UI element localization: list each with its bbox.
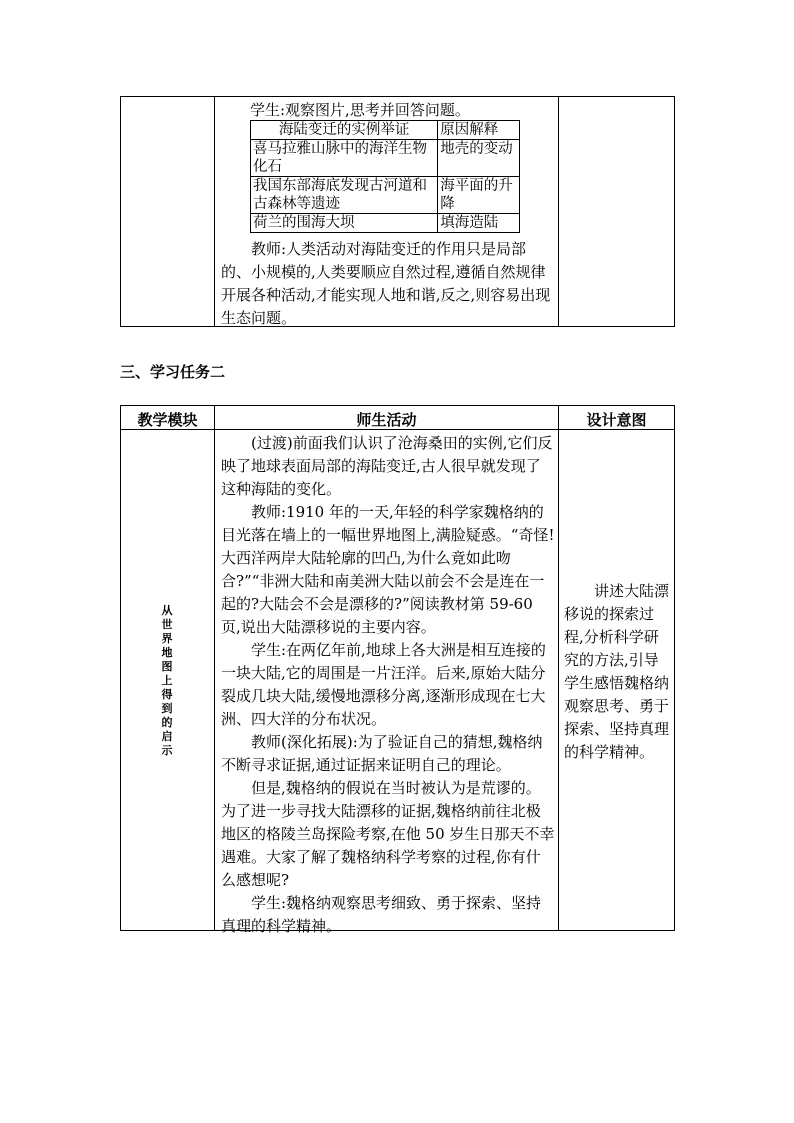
activity-paragraph: 教师(深化拓展):为了验证自己的猜想,魏格纳不断寻求证据,通过证据来证明自己的理论。: [221, 733, 543, 774]
header-module: 教学模块: [137, 411, 198, 429]
teacher-note: 教师:人类活动对海陆变迁的作用只是局部的、小规模的,人类要顺应自然过程,遵循自然规律开展各种活动,才能实现人地和谐,反之,则容易出现生态问题。: [221, 240, 551, 327]
example-cell: 荷兰的围海大坝: [251, 214, 438, 233]
reason-cell: 填海造陆: [438, 214, 520, 233]
activity-paragraph: 教师:1910 年的一天,年轻的科学家魏格纳的目光落在墙上的一幅世界地图上,满脸疑惑。“奇怪!大西洋两岸大陆轮廓的凹凸,为什么竟如此吻合?”“非洲大陆和南美洲大陆以前会不会是连在一起的?大陆会不会是漂移的?”阅读教材第 59-60 页,说出大陆漂移说的主要内容。: [221, 503, 555, 636]
table-row: [251, 214, 520, 233]
module-label: 从世界地图上得到的启示: [161, 604, 173, 757]
header-intent: 设计意图: [586, 411, 647, 429]
activities-cell: [221, 432, 555, 938]
section-heading: 三、学习任务二: [120, 363, 226, 381]
activity-paragraph: 但是,魏格纳的假说在当时被认为是荒谬的。为了进一步寻找大陆漂移的证据,魏格纳前往北极地区的格陵兰岛探险考察,在他 50 岁生日那天不幸遇难。大家了解了魏格纳科学考察的过程,你有什么感想呢?: [221, 779, 555, 889]
example-cell: 我国东部海底发现古河道和古森林等遗迹: [251, 177, 438, 214]
header-activities: 师生活动: [356, 411, 417, 429]
examples-header-row: [251, 121, 520, 140]
activity-paragraph: 学生:在两亿年前,地球上各大洲是相互连接的一块大陆,它的周围是一片汪洋。后来,原始大陆分裂成几块大陆,缓慢地漂移分离,逐渐形成现在七大洲、四大洋的分布状况。: [221, 641, 546, 728]
activity-paragraph: 学生:魏格纳观察思考细致、勇于探索、坚持真理的科学精神。: [221, 894, 542, 935]
example-cell: 喜马拉雅山脉中的海洋生物化石: [251, 140, 438, 177]
table-row: [251, 140, 520, 177]
intent-cell: 讲述大陆漂移说的探索过程,分析科学研究的方法,引导学生感悟魏格纳观察思考、勇于探索、坚持真理的科学精神。: [564, 582, 670, 761]
reasons-header: 原因解释: [438, 121, 520, 140]
reason-cell: 海平面的升降: [438, 177, 520, 214]
activity-paragraph: (过渡)前面我们认识了沧海桑田的实例,它们反映了地球表面局部的海陆变迁,古人很早就发现了这种海陆的变化。: [221, 434, 553, 498]
student-intro: 学生:观察图片,思考并回答问题。: [250, 101, 470, 119]
table-row: [251, 177, 520, 214]
examples-header: 海陆变迁的实例举证: [251, 121, 438, 140]
reason-cell: 地壳的变动: [438, 140, 520, 177]
examples-table: [250, 120, 520, 233]
